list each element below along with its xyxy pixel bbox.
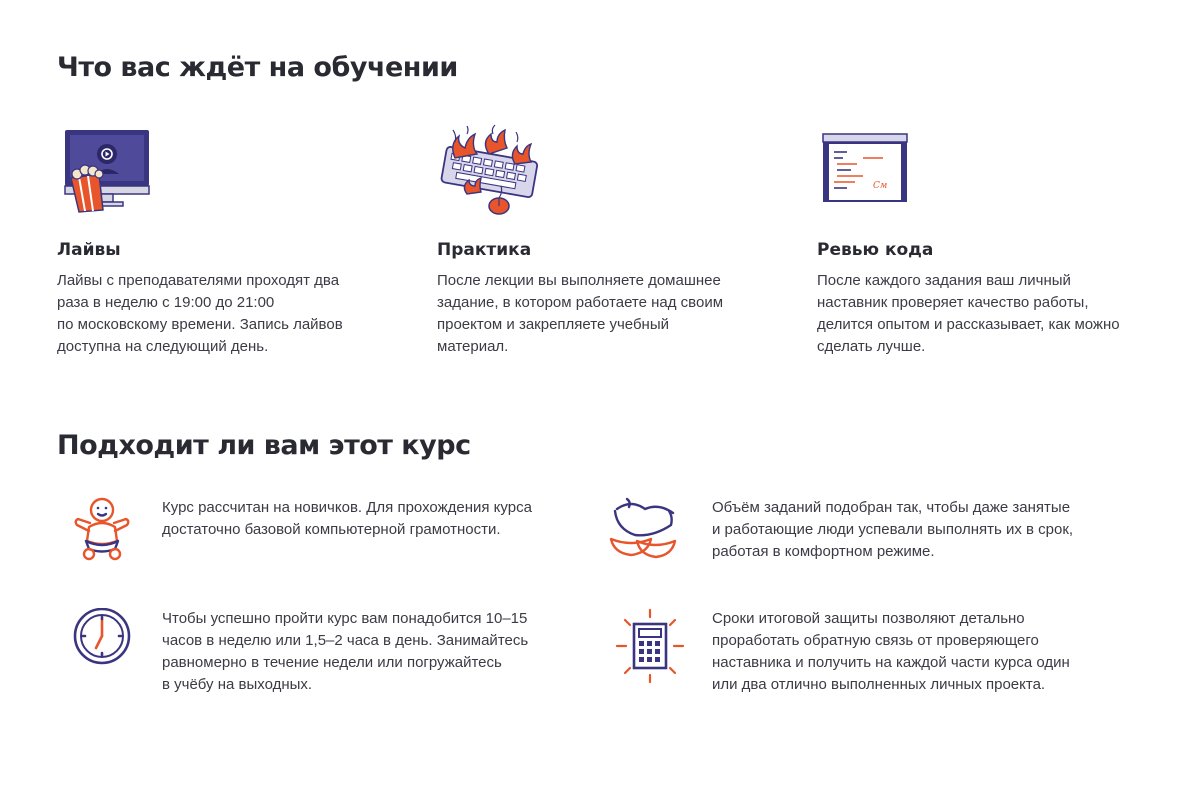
calendar-icon <box>607 608 697 688</box>
feature-text: После каждого задания ваш личный наставник проверяет качество работы, делится опытом и рассказывает, как можно сделать лучше. <box>817 272 1120 355</box>
feature-text: Лайвы с преподавателями проходят два раза в неделю с 19:00 до 21:00 по московскому времени. Запись лайвов доступна на следующий день. <box>57 272 343 355</box>
fit-text: Чтобы успешно пройти курс вам понадобится 10–15 часов в неделю или 1,5–2 часа в день. Занимайтесь равномерно в течение недели или погружайтесь в учёбу на выходных. <box>162 610 529 693</box>
monitor-popcorn-icon <box>57 124 167 219</box>
section-title-fit: Подходит ли вам этот курс <box>57 430 471 461</box>
svg-text:Cм: Cм <box>873 181 888 191</box>
fit-text: Сроки итоговой защиты позволяют детально проработать обратную связь от проверяющего наставника и получить на каждой части курса один или два отлично выполненных личных проекта. <box>712 610 1070 693</box>
feature-practice <box>437 124 777 355</box>
feature-lives <box>57 124 397 355</box>
baby-icon <box>57 497 147 577</box>
feature-title: Лайвы <box>57 240 121 260</box>
feature-review <box>817 124 1157 355</box>
feature-title: Ревью кода <box>817 240 934 260</box>
clock-icon <box>57 608 147 688</box>
fit-text: Курс рассчитан на новичков. Для прохождения курса достаточно базовой компьютерной грамотности. <box>162 499 532 538</box>
code-review-window-icon <box>817 124 927 219</box>
feature-text: После лекции вы выполняете домашнее задание, в котором работаете над своим проектом и закрепляете учебный материал. <box>437 272 724 355</box>
bowls-icon <box>607 497 697 577</box>
section-title-learning: Что вас ждёт на обучении <box>57 52 458 83</box>
fit-text: Объём заданий подобран так, чтобы даже занятые и работающие люди успевали выполнять их в срок, работая в комфортном режиме. <box>712 499 1074 560</box>
feature-title: Практика <box>437 240 532 260</box>
burning-keyboard-icon <box>437 124 547 219</box>
